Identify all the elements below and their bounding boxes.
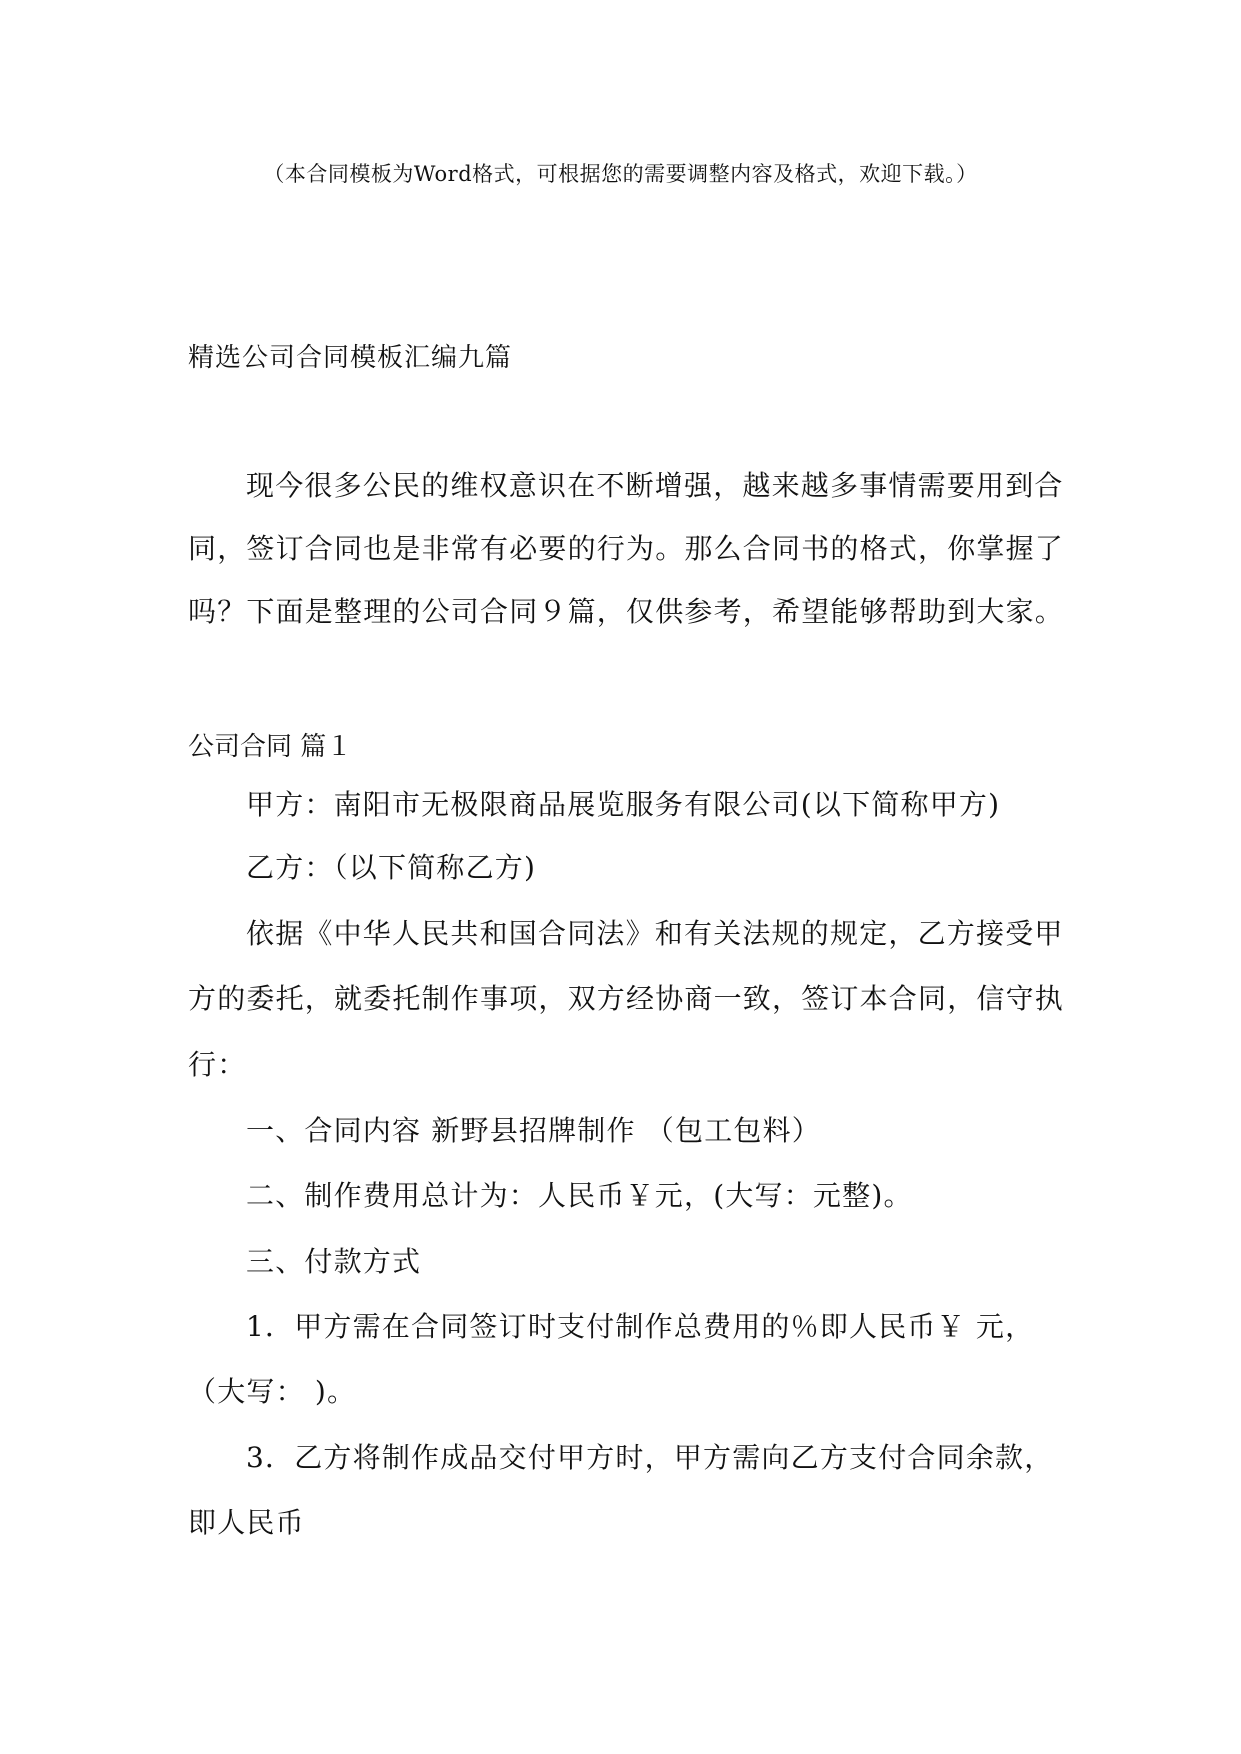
contract-basis-line: 方的委托，就委托制作事项，双方经协商一致，签订本合同，信守执	[188, 982, 1065, 1015]
intro-paragraph-line: 现今很多公民的维权意识在不断增强，越来越多事情需要用到合	[246, 469, 1064, 502]
contract-item-fee: 二、制作费用总计为：人民币￥元，(大写：元整)。	[246, 1179, 913, 1212]
payment-clause-1-line: （大写： )。	[188, 1375, 357, 1408]
intro-paragraph-line: 吗？下面是整理的公司合同９篇，仅供参考，希望能够帮助到大家。	[188, 595, 1065, 628]
section-heading: 公司合同 篇１	[188, 732, 353, 762]
contract-basis-line: 行：	[188, 1048, 247, 1081]
contract-item-content: 一、合同内容 新野县招牌制作 （包工包料）	[246, 1114, 822, 1147]
payment-clause-1-line: 1．甲方需在合同签订时支付制作总费用的％即人民币￥ 元，	[246, 1310, 1035, 1343]
template-note: （本合同模板为Word格式，可根据您的需要调整内容及格式，欢迎下载。）	[263, 162, 978, 186]
party-b: 乙方：（以下简称乙方)	[246, 851, 537, 884]
payment-clause-3-line: 即人民币	[188, 1506, 305, 1539]
contract-basis-line: 依据《中华人民共和国合同法》和有关法规的规定，乙方接受甲	[246, 917, 1064, 950]
intro-paragraph-line: 同，签订合同也是非常有必要的行为。那么合同书的格式，你掌握了	[188, 532, 1065, 565]
contract-item-payment: 三、付款方式	[246, 1245, 422, 1278]
payment-clause-3-line: 3．乙方将制作成品交付甲方时，甲方需向乙方支付合同余款，	[246, 1441, 1054, 1474]
document-title: 精选公司合同模板汇编九篇	[188, 343, 513, 373]
party-a: 甲方：南阳市无极限商品展览服务有限公司(以下简称甲方)	[246, 788, 1001, 821]
